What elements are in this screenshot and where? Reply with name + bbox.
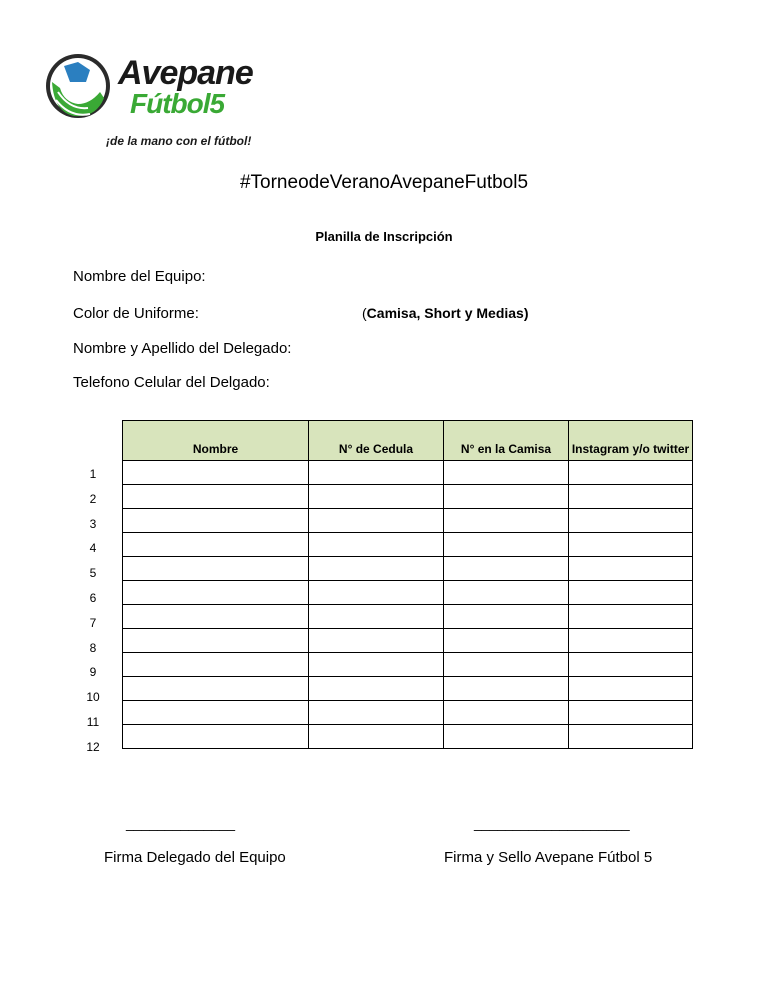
form-subtitle: Planilla de Inscripción xyxy=(315,229,453,244)
table-cell[interactable] xyxy=(569,677,693,701)
row-number: 7 xyxy=(89,615,97,630)
table-cell[interactable] xyxy=(123,629,309,653)
table-cell[interactable] xyxy=(569,581,693,605)
table-cell[interactable] xyxy=(309,581,444,605)
row-number: 2 xyxy=(89,491,97,506)
table-cell[interactable] xyxy=(569,533,693,557)
table-cell[interactable] xyxy=(569,701,693,725)
table-cell[interactable] xyxy=(309,605,444,629)
table-cell[interactable] xyxy=(569,629,693,653)
delegate-signature-line: ______________ xyxy=(126,815,236,831)
table-cell[interactable] xyxy=(309,653,444,677)
table-cell[interactable] xyxy=(309,509,444,533)
table-cell[interactable] xyxy=(309,533,444,557)
col-header-instagram: Instagram y/o twitter xyxy=(569,421,693,461)
row-number: 12 xyxy=(86,739,100,754)
delegate-name-label: Nombre y Apellido del Delegado: xyxy=(73,340,292,357)
table-header-row xyxy=(123,421,693,461)
table-cell[interactable] xyxy=(123,509,309,533)
avepane-signature-line: ____________________ xyxy=(474,815,630,831)
table-cell[interactable] xyxy=(123,725,309,749)
table-cell[interactable] xyxy=(309,725,444,749)
table-cell[interactable] xyxy=(444,725,569,749)
table-cell[interactable] xyxy=(123,557,309,581)
table-cell[interactable] xyxy=(444,605,569,629)
row-number: 8 xyxy=(89,640,97,655)
uniform-note xyxy=(362,305,529,321)
hashtag-title: #TorneodeVeranoAvepaneFutbol5 xyxy=(239,172,529,193)
table-cell[interactable] xyxy=(309,677,444,701)
table-cell[interactable] xyxy=(444,677,569,701)
table-cell[interactable] xyxy=(309,629,444,653)
row-number: 1 xyxy=(89,467,97,481)
col-header-camisa: N° en la Camisa xyxy=(444,421,569,461)
table-cell[interactable] xyxy=(569,605,693,629)
team-name-label: Nombre del Equipo: xyxy=(73,268,206,285)
table-cell[interactable] xyxy=(444,461,569,485)
table-cell[interactable] xyxy=(123,461,309,485)
table-cell[interactable] xyxy=(123,581,309,605)
col-header-cedula: N° de Cedula xyxy=(309,421,444,461)
row-number: 9 xyxy=(89,665,97,680)
table-row xyxy=(123,557,693,581)
table-cell[interactable] xyxy=(123,485,309,509)
table-cell[interactable] xyxy=(123,677,309,701)
brand-tagline: ¡de la mano con el fútbol! xyxy=(106,134,252,148)
col-header-nombre: Nombre xyxy=(123,421,309,461)
row-number: 5 xyxy=(89,566,97,581)
table-cell[interactable] xyxy=(123,605,309,629)
table-cell[interactable] xyxy=(123,533,309,557)
table-row xyxy=(123,701,693,725)
table-cell[interactable] xyxy=(569,653,693,677)
row-number: 10 xyxy=(86,690,100,705)
row-number: 3 xyxy=(89,516,97,531)
row-number: 4 xyxy=(89,541,97,556)
table-row xyxy=(123,485,693,509)
table-row xyxy=(123,629,693,653)
table-cell[interactable] xyxy=(309,557,444,581)
table-cell[interactable] xyxy=(444,485,569,509)
brand-top-text: Avepane xyxy=(118,54,253,92)
table-cell[interactable] xyxy=(309,701,444,725)
table-cell[interactable] xyxy=(123,701,309,725)
table-cell[interactable] xyxy=(569,557,693,581)
table-row xyxy=(123,653,693,677)
table-cell[interactable] xyxy=(444,701,569,725)
avepane-logo xyxy=(44,52,264,152)
table-cell[interactable] xyxy=(569,461,693,485)
table-cell[interactable] xyxy=(569,485,693,509)
row-number: 11 xyxy=(86,715,100,729)
table-cell[interactable] xyxy=(123,653,309,677)
avepane-signature-label: Firma y Sello Avepane Fútbol 5 xyxy=(444,849,653,866)
table-cell[interactable] xyxy=(309,485,444,509)
brand-bottom-text: Fútbol5 xyxy=(130,88,225,119)
table-cell[interactable] xyxy=(444,629,569,653)
table-cell[interactable] xyxy=(569,725,693,749)
uniform-note-bold: Camisa, Short y Medias) xyxy=(366,305,529,321)
table-cell[interactable] xyxy=(309,461,444,485)
table-cell[interactable] xyxy=(444,533,569,557)
table-row xyxy=(123,533,693,557)
table-cell[interactable] xyxy=(444,509,569,533)
table-row xyxy=(123,605,693,629)
table-row xyxy=(123,677,693,701)
delegate-signature-label: Firma Delegado del Equipo xyxy=(104,849,286,866)
table-row xyxy=(123,509,693,533)
roster-table xyxy=(122,420,693,749)
table-cell[interactable] xyxy=(444,653,569,677)
table-cell[interactable] xyxy=(444,557,569,581)
delegate-phone-label: Telefono Celular del Delgado: xyxy=(73,374,270,391)
table-cell[interactable] xyxy=(569,509,693,533)
table-row xyxy=(123,725,693,749)
table-row xyxy=(123,461,693,485)
uniform-note-open: ( xyxy=(362,305,367,321)
table-cell[interactable] xyxy=(444,581,569,605)
table-row xyxy=(123,581,693,605)
row-number: 6 xyxy=(89,591,97,605)
uniform-color-label: Color de Uniforme: xyxy=(73,305,199,322)
